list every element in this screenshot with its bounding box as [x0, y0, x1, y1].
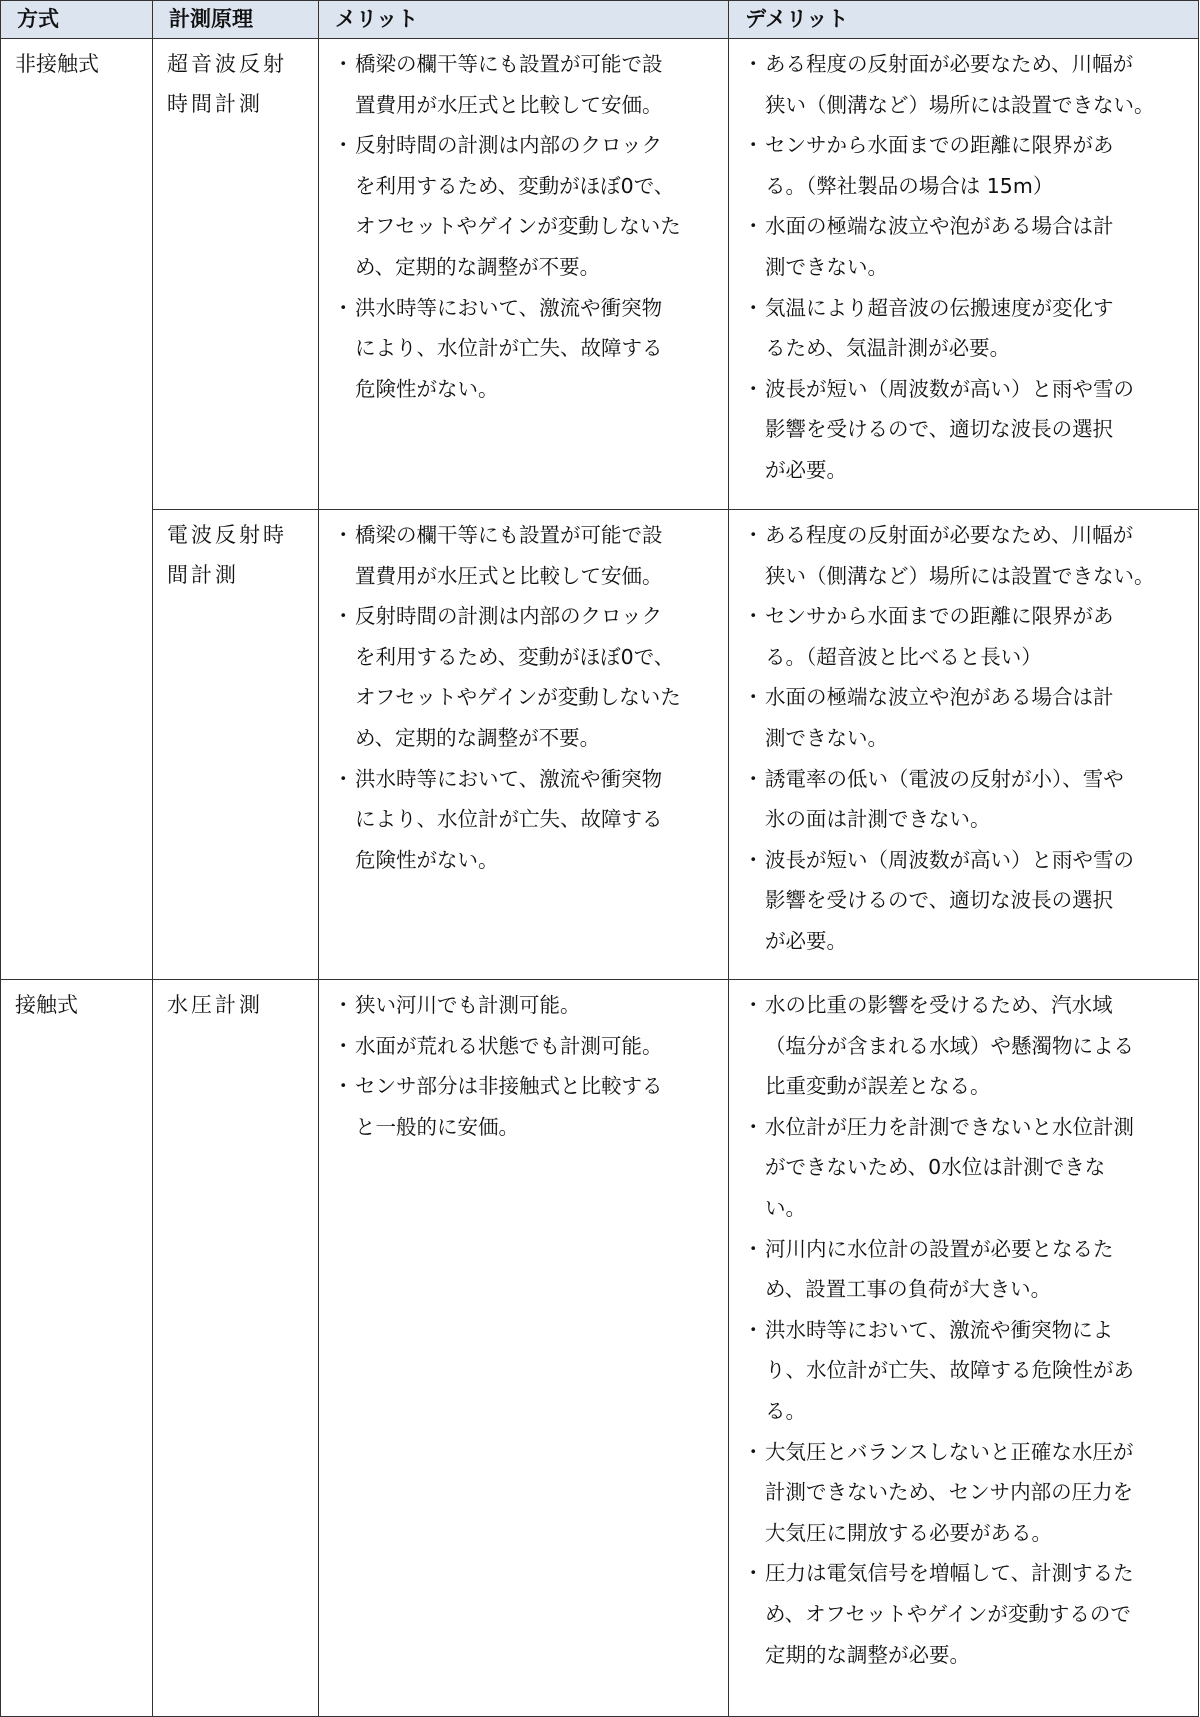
item-line: 橋梁の欄干等にも設置が可能で設	[355, 52, 663, 76]
item-line: る。	[765, 1398, 806, 1423]
merit-item	[329, 759, 724, 881]
principle-label	[153, 980, 318, 1025]
item-line: センサから水面までの距離に限界があ	[765, 604, 1114, 629]
principle-line: 間計測	[167, 563, 239, 587]
merits-cell	[319, 510, 729, 980]
demerit-item	[739, 369, 1194, 491]
demerits-cell	[729, 980, 1199, 1717]
item-line: 水位計が圧力を計測できないと水位計測	[765, 1114, 1134, 1139]
item-line: 水面の極端な波立や泡がある場合は計	[765, 685, 1114, 710]
item-line: 気温により超音波の伝搬速度が変化す	[765, 295, 1114, 320]
item-line: を利用するため、変動がほぼ0で、	[355, 173, 675, 198]
merit-list	[319, 39, 728, 409]
merits-cell	[319, 39, 729, 510]
item-line: 比重変動が誤差となる。	[765, 1074, 991, 1099]
bullet-marker: ・	[743, 993, 764, 1017]
item-line: 水面が荒れる状態でも計測可能。	[355, 1033, 663, 1058]
item-line: い。	[765, 1195, 806, 1220]
principle-label	[153, 510, 318, 595]
item-line: 測できない。	[765, 725, 888, 750]
item-line: るため、気温計測が必要。	[765, 336, 1011, 361]
item-line: 定期的な調整が必要。	[765, 1642, 970, 1667]
table-row	[1, 510, 1199, 980]
bullet-marker: ・	[743, 1317, 764, 1342]
item-line: る。（超音波と比べると長い）	[765, 644, 1042, 669]
item-line: 圧力は電気信号を増幅して、計測するた	[765, 1561, 1134, 1586]
principle-line: 電波反射時	[167, 523, 287, 547]
item-line: 水面の極端な波立や泡がある場合は計	[765, 214, 1114, 239]
bullet-marker: ・	[333, 993, 354, 1017]
demerit-list	[729, 510, 1198, 962]
item-line: 危険性がない。	[355, 376, 499, 401]
item-line: 波長が短い（周波数が高い）と雨や雪の	[765, 847, 1134, 872]
method-label: 接触式	[15, 993, 78, 1017]
demerit-item	[739, 125, 1194, 206]
demerit-item	[739, 206, 1194, 287]
demerit-item	[739, 759, 1194, 840]
header-demerits: デメリット	[729, 1, 1199, 39]
bullet-marker: ・	[743, 685, 764, 710]
item-line: 大気圧とバランスしないと正確な水圧が	[765, 1439, 1134, 1464]
bullet-marker: ・	[333, 295, 354, 320]
merit-list	[319, 510, 728, 880]
principle-line: 超音波反射	[167, 52, 287, 76]
item-line: センサから水面までの距離に限界があ	[765, 133, 1114, 158]
item-line: 影響を受けるので、適切な波長の選択	[765, 417, 1114, 442]
table-body	[1, 39, 1199, 1717]
merit-list	[319, 980, 728, 1147]
demerit-item	[739, 44, 1194, 125]
item-line: 大気圧に開放する必要がある。	[765, 1520, 1052, 1545]
bullet-marker: ・	[333, 52, 354, 76]
bullet-marker: ・	[743, 376, 764, 401]
item-line: と一般的に安価。	[355, 1114, 519, 1139]
item-line: 水の比重の影響を受けるため、汽水域	[765, 993, 1113, 1017]
demerit-item	[739, 840, 1194, 962]
demerit-item	[739, 1432, 1194, 1554]
principle-cell	[153, 39, 319, 510]
bullet-marker: ・	[333, 523, 354, 547]
bullet-marker: ・	[333, 133, 354, 158]
merit-item	[329, 515, 724, 596]
item-line: を利用するため、変動がほぼ0で、	[355, 644, 675, 669]
demerit-item	[739, 1310, 1194, 1432]
item-line: が必要。	[765, 928, 847, 953]
item-line: センサ部分は非接触式と比較する	[355, 1074, 663, 1099]
bullet-marker: ・	[333, 1033, 354, 1058]
header-row	[1, 1, 1199, 39]
item-line: 橋梁の欄干等にも設置が可能で設	[355, 523, 663, 547]
item-line: 狭い（側溝など）場所には設置できない。	[765, 92, 1155, 117]
item-line: により、水位計が亡失、故障する	[355, 807, 663, 832]
demerit-item	[739, 1229, 1194, 1310]
bullet-marker: ・	[743, 604, 764, 629]
demerit-item	[739, 985, 1194, 1107]
demerit-item	[739, 515, 1194, 596]
bullet-marker: ・	[743, 295, 764, 320]
item-line: め、オフセットやゲインが変動するので	[765, 1601, 1131, 1626]
bullet-marker: ・	[743, 1439, 764, 1464]
demerit-list	[729, 39, 1198, 491]
bullet-marker: ・	[743, 1561, 764, 1586]
item-line: り、水位計が亡失、故障する危険性があ	[765, 1358, 1134, 1383]
bullet-marker: ・	[333, 1074, 354, 1099]
demerit-item	[739, 1553, 1194, 1675]
principle-line: 時間計測	[167, 92, 263, 116]
item-line: 氷の面は計測できない。	[765, 807, 991, 832]
item-line: 波長が短い（周波数が高い）と雨や雪の	[765, 376, 1134, 401]
merit-item	[329, 288, 724, 410]
item-line: る。（弊社製品の場合は 15m）	[765, 173, 1054, 198]
item-line: 反射時間の計測は内部のクロック	[355, 133, 663, 158]
principle-label	[153, 39, 318, 124]
item-line: め、定期的な調整が不要。	[355, 725, 601, 750]
principle-cell	[153, 510, 319, 980]
item-line: 狭い河川でも計測可能。	[355, 993, 581, 1017]
item-line: め、定期的な調整が不要。	[355, 254, 601, 279]
method-cell	[1, 980, 153, 1717]
merit-item	[329, 1026, 724, 1067]
bullet-marker: ・	[743, 523, 764, 547]
item-line: め、設置工事の負荷が大きい。	[765, 1277, 1052, 1302]
item-line: 狭い（側溝など）場所には設置できない。	[765, 563, 1155, 588]
table-row	[1, 39, 1199, 510]
merit-item	[329, 596, 724, 758]
bullet-marker: ・	[743, 133, 764, 158]
principle-line: 水圧計測	[167, 993, 263, 1017]
merit-item	[329, 125, 724, 287]
item-line: 危険性がない。	[355, 847, 499, 872]
item-line: 影響を受けるので、適切な波長の選択	[765, 888, 1114, 913]
table-header	[1, 1, 1199, 39]
item-line: 計測できないため、センサ内部の圧力を	[765, 1480, 1134, 1505]
demerit-list	[729, 980, 1198, 1675]
method-label: 非接触式	[15, 52, 99, 76]
item-line: ある程度の反射面が必要なため、川幅が	[765, 523, 1134, 547]
item-line: 反射時間の計測は内部のクロック	[355, 604, 663, 629]
item-line: により、水位計が亡失、故障する	[355, 336, 663, 361]
item-line: 洪水時等において、激流や衝突物	[355, 295, 663, 320]
item-line: 置費用が水圧式と比較して安価。	[355, 92, 663, 117]
principle-cell	[153, 980, 319, 1717]
item-line: オフセットやゲインが変動しないた	[355, 685, 681, 710]
demerits-cell	[729, 39, 1199, 510]
header-method: 方式	[1, 1, 153, 39]
table-row	[1, 980, 1199, 1717]
item-line: オフセットやゲインが変動しないた	[355, 214, 681, 239]
bullet-marker: ・	[743, 214, 764, 239]
item-line: ある程度の反射面が必要なため、川幅が	[765, 52, 1134, 76]
bullet-marker: ・	[743, 52, 764, 76]
bullet-marker: ・	[743, 1114, 764, 1139]
item-line: 洪水時等において、激流や衝突物	[355, 766, 663, 791]
demerit-item	[739, 677, 1194, 758]
item-line: 置費用が水圧式と比較して安価。	[355, 563, 663, 588]
bullet-marker: ・	[743, 1236, 764, 1261]
method-cell	[1, 39, 153, 980]
bullet-marker: ・	[743, 766, 764, 791]
merit-item	[329, 44, 724, 125]
bullet-marker: ・	[333, 766, 354, 791]
header-merits: メリット	[319, 1, 729, 39]
item-line: が必要。	[765, 457, 847, 482]
merits-cell	[319, 980, 729, 1717]
item-line: 測できない。	[765, 254, 888, 279]
demerit-item	[739, 288, 1194, 369]
item-line: 誘電率の低い（電波の反射が小）、雪や	[765, 766, 1124, 791]
demerits-cell	[729, 510, 1199, 980]
header-principle: 計測原理	[153, 1, 319, 39]
item-line: 洪水時等において、激流や衝突物によ	[765, 1317, 1114, 1342]
item-line: ができないため、0水位は計測できな	[765, 1155, 1106, 1180]
merit-item	[329, 1066, 724, 1147]
demerit-item	[739, 1107, 1194, 1229]
bullet-marker: ・	[743, 847, 764, 872]
bullet-marker: ・	[333, 604, 354, 629]
merit-item	[329, 985, 724, 1026]
item-line: （塩分が含まれる水域）や懸濁物による	[765, 1033, 1134, 1058]
item-line: 河川内に水位計の設置が必要となるた	[765, 1236, 1114, 1261]
demerit-item	[739, 596, 1194, 677]
